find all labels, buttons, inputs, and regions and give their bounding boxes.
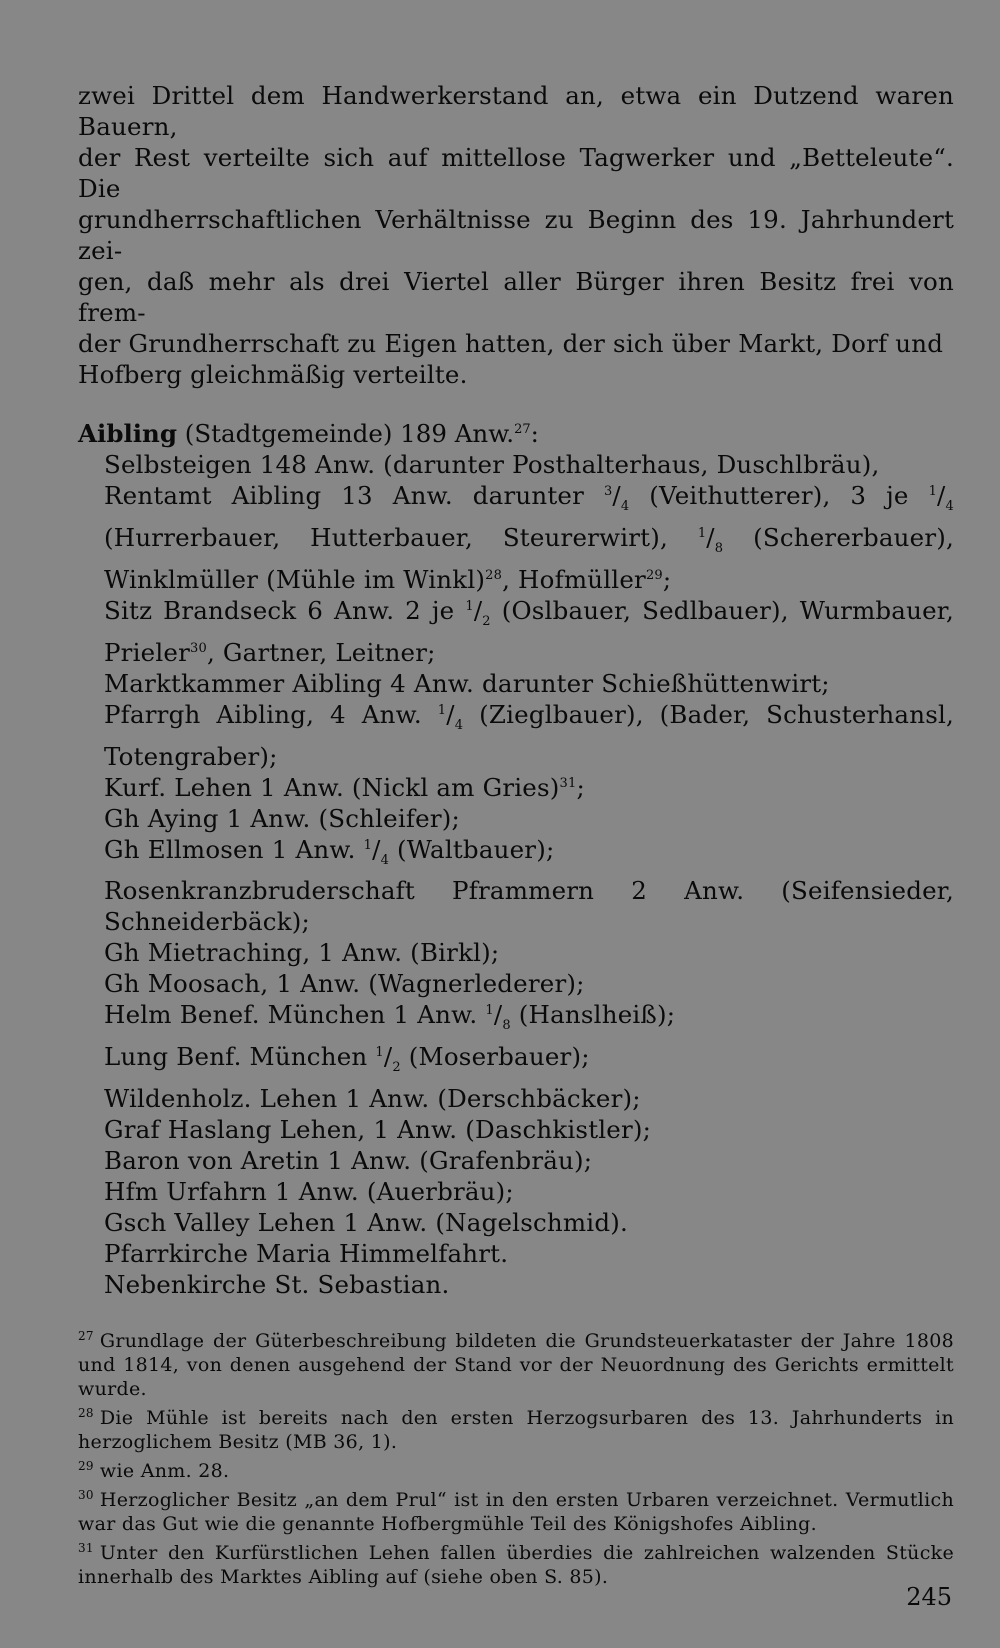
superscript: 30 — [189, 640, 207, 656]
superscript: 28 — [485, 567, 503, 583]
intro-line: der Grundherrschaft zu Eigen hatten, der sich über Markt, Dorf und — [78, 329, 944, 358]
holding-entry — [104, 1041, 954, 1083]
holding-entry — [104, 1238, 954, 1269]
holding-entry — [104, 772, 954, 803]
entry-text: Gh Moosach, 1 Anw. (Wagnerlederer); — [104, 969, 585, 999]
entry-text: / — [383, 1042, 393, 1072]
intro-line: gen, daß mehr als drei Viertel aller Bürger ihren Besitz frei von frem- — [78, 267, 954, 327]
subscript: 4 — [380, 852, 390, 868]
entry-text: , Hofmüller — [502, 564, 646, 594]
holding-entry — [104, 699, 954, 772]
subscript: 4 — [454, 717, 464, 733]
footnote-number: 31 — [78, 1541, 94, 1556]
entry-text: (Oslbauer, Sedlbauer), Wurmbauer, Prieler — [104, 595, 954, 667]
entry-text: / — [937, 481, 946, 510]
holding-entry — [104, 834, 954, 876]
entry-text: / — [473, 595, 483, 625]
entry-text: Nebenkirche St. Sebastian. — [104, 1270, 450, 1300]
entry-text: / — [706, 522, 715, 552]
superscript: 31 — [559, 775, 577, 791]
entry-text: Lung Benf. München — [104, 1042, 376, 1072]
footnote — [78, 1401, 954, 1454]
entry-text: Sitz Brandseck 6 Anw. 2 je — [104, 595, 466, 625]
heading-rest: (Stadtgemeinde) 189 Anw. — [177, 419, 515, 448]
heading-place: Aibling — [78, 419, 178, 448]
entry-text: Kurf. Lehen 1 Anw. (Nickl am Gries) — [104, 772, 560, 802]
holding-entry — [104, 937, 954, 968]
intro-paragraph — [78, 80, 954, 390]
footnote-text: wie Anm. 28. — [99, 1460, 230, 1483]
footnote-number: 29 — [78, 1459, 94, 1474]
entry-text: Marktkammer Aibling 4 Anw. darunter Schießhüttenwirt; — [104, 668, 830, 698]
entry-text: Gsch Valley Lehen 1 Anw. (Nagelschmid). — [104, 1208, 628, 1238]
heading-tail: : — [530, 419, 539, 448]
subscript: 2 — [482, 613, 491, 629]
subscript: 2 — [392, 1060, 401, 1076]
holding-entry — [104, 999, 954, 1041]
entry-text: Rosenkranzbruderschaft Pframmern 2 Anw. (Seifensieder, Schneiderbäck); — [104, 876, 954, 937]
footnote — [78, 1454, 954, 1483]
entry-text: ; — [576, 772, 585, 802]
holdings-list — [104, 449, 954, 1300]
entry-text: Gh Ellmosen 1 Anw. — [104, 834, 364, 864]
entry-text: Gh Aying 1 Anw. (Schleifer); — [104, 803, 460, 833]
subscript: 8 — [502, 1018, 511, 1034]
entry-text: Selbsteigen 148 Anw. (darunter Posthalterhaus, Duschlbräu), — [104, 450, 880, 479]
holding-entry — [104, 1207, 954, 1238]
footnote-text: Herzoglicher Besitz „an dem Prul“ ist in den ersten Urbaren verzeichnet. Vermutlich war das Gut wie die genannte Hofbergmühle Teil des Königshofes Aibling. — [78, 1489, 954, 1536]
entry-text: (Hanslheiß); — [510, 1000, 676, 1030]
footnote-number: 27 — [78, 1329, 94, 1344]
entry-text: Rentamt Aibling 13 Anw. darunter — [104, 481, 604, 510]
footnote — [78, 1536, 954, 1589]
superscript: 29 — [645, 567, 663, 583]
subscript: 8 — [714, 540, 724, 556]
subscript: 4 — [620, 498, 630, 514]
holding-entry — [104, 875, 954, 937]
intro-line: zwei Drittel dem Handwerkerstand an, etwa ein Dutzend waren Bauern, — [78, 81, 954, 141]
entry-text: / — [446, 699, 455, 729]
holding-entry — [104, 668, 954, 699]
entry-text: (Hurrerbauer, Hutterbauer, Steurerwirt), — [104, 522, 698, 552]
entry-text: / — [493, 1000, 503, 1030]
holding-entry — [104, 803, 954, 834]
entry-text: / — [372, 834, 381, 864]
section-heading — [78, 418, 954, 449]
holding-entry — [104, 968, 954, 999]
entry-text: Gh Mietraching, 1 Anw. (Birkl); — [104, 938, 500, 968]
superscript: 1 — [465, 598, 474, 614]
holding-entry — [104, 1269, 954, 1300]
superscript: 3 — [603, 484, 613, 499]
holding-entry — [104, 595, 954, 668]
entry-text: / — [612, 481, 621, 510]
footnote-number: 30 — [78, 1488, 94, 1503]
entry-text: (Veithutterer), 3 je — [629, 481, 929, 510]
footnote — [78, 1483, 954, 1536]
superscript: 1 — [375, 1045, 384, 1061]
footnote-number: 28 — [78, 1406, 94, 1421]
footnote-text: Unter den Kurfürstlichen Lehen fallen überdies die zahlreichen walzenden Stücke innerhalb des Marktes Aibling auf (siehe oben S. 85). — [78, 1542, 954, 1589]
holding-entry — [104, 1145, 954, 1176]
intro-line: der Rest verteilte sich auf mittellose Tagwerker und „Betteleute“. Die — [78, 143, 954, 203]
entry-text: (Waltbauer); — [389, 834, 555, 864]
entry-text: Wildenholz. Lehen 1 Anw. (Derschbäcker); — [104, 1084, 641, 1114]
entry-text: Hfm Urfahrn 1 Anw. (Auerbräu); — [104, 1177, 514, 1207]
entry-text: Pfarrkirche Maria Himmelfahrt. — [104, 1239, 509, 1269]
footnote — [78, 1324, 954, 1401]
intro-line: grundherrschaftlichen Verhältnisse zu Beginn des 19. Jahrhundert zei- — [78, 205, 954, 265]
superscript: 1 — [697, 525, 707, 541]
entry-text: Baron von Aretin 1 Anw. (Grafenbräu); — [104, 1146, 593, 1176]
page-body — [78, 80, 954, 1589]
holding-entry — [104, 1176, 954, 1207]
heading-footnote-ref: 27 — [514, 422, 531, 437]
holding-entry — [104, 480, 954, 595]
superscript: 1 — [363, 837, 373, 853]
holding-entry — [104, 449, 954, 480]
entry-text: (Zieglbauer), (Bader, Schusterhansl, Totengraber); — [104, 699, 954, 771]
entry-text: (Moserbauer); — [400, 1042, 590, 1072]
holding-entry — [104, 1083, 954, 1114]
footnote-text: Die Mühle ist bereits nach den ersten Herzogsurbaren des 13. Jahrhunderts in herzoglichem Besitz (MB 36, 1). — [78, 1407, 954, 1454]
entry-text: Helm Benef. München 1 Anw. — [104, 1000, 486, 1030]
entry-text: (Schererbauer), Winklmüller (Mühle im Winkl) — [104, 522, 954, 594]
superscript: 1 — [928, 484, 938, 499]
entry-text: Graf Haslang Lehen, 1 Anw. (Daschkistler); — [104, 1115, 652, 1145]
entry-text: Pfarrgh Aibling, 4 Anw. — [104, 699, 438, 729]
entry-text: ; — [662, 564, 672, 594]
superscript: 1 — [437, 702, 447, 718]
subscript: 4 — [945, 498, 954, 514]
entry-text: , Gartner, Leitner; — [206, 637, 436, 667]
superscript: 1 — [485, 1003, 494, 1019]
page-number: 245 — [906, 1583, 952, 1611]
holding-entry — [104, 1114, 954, 1145]
intro-line: Hofberg gleichmäßig verteilte. — [78, 360, 468, 389]
footnote-text: Grundlage der Güterbeschreibung bildeten die Grundsteuerkataster der Jahre 1808 und 1814, von denen ausgehend der Stand vor der Neuordnung des Gerichts ermittelt wurde. — [78, 1330, 954, 1401]
footnotes — [78, 1324, 954, 1589]
